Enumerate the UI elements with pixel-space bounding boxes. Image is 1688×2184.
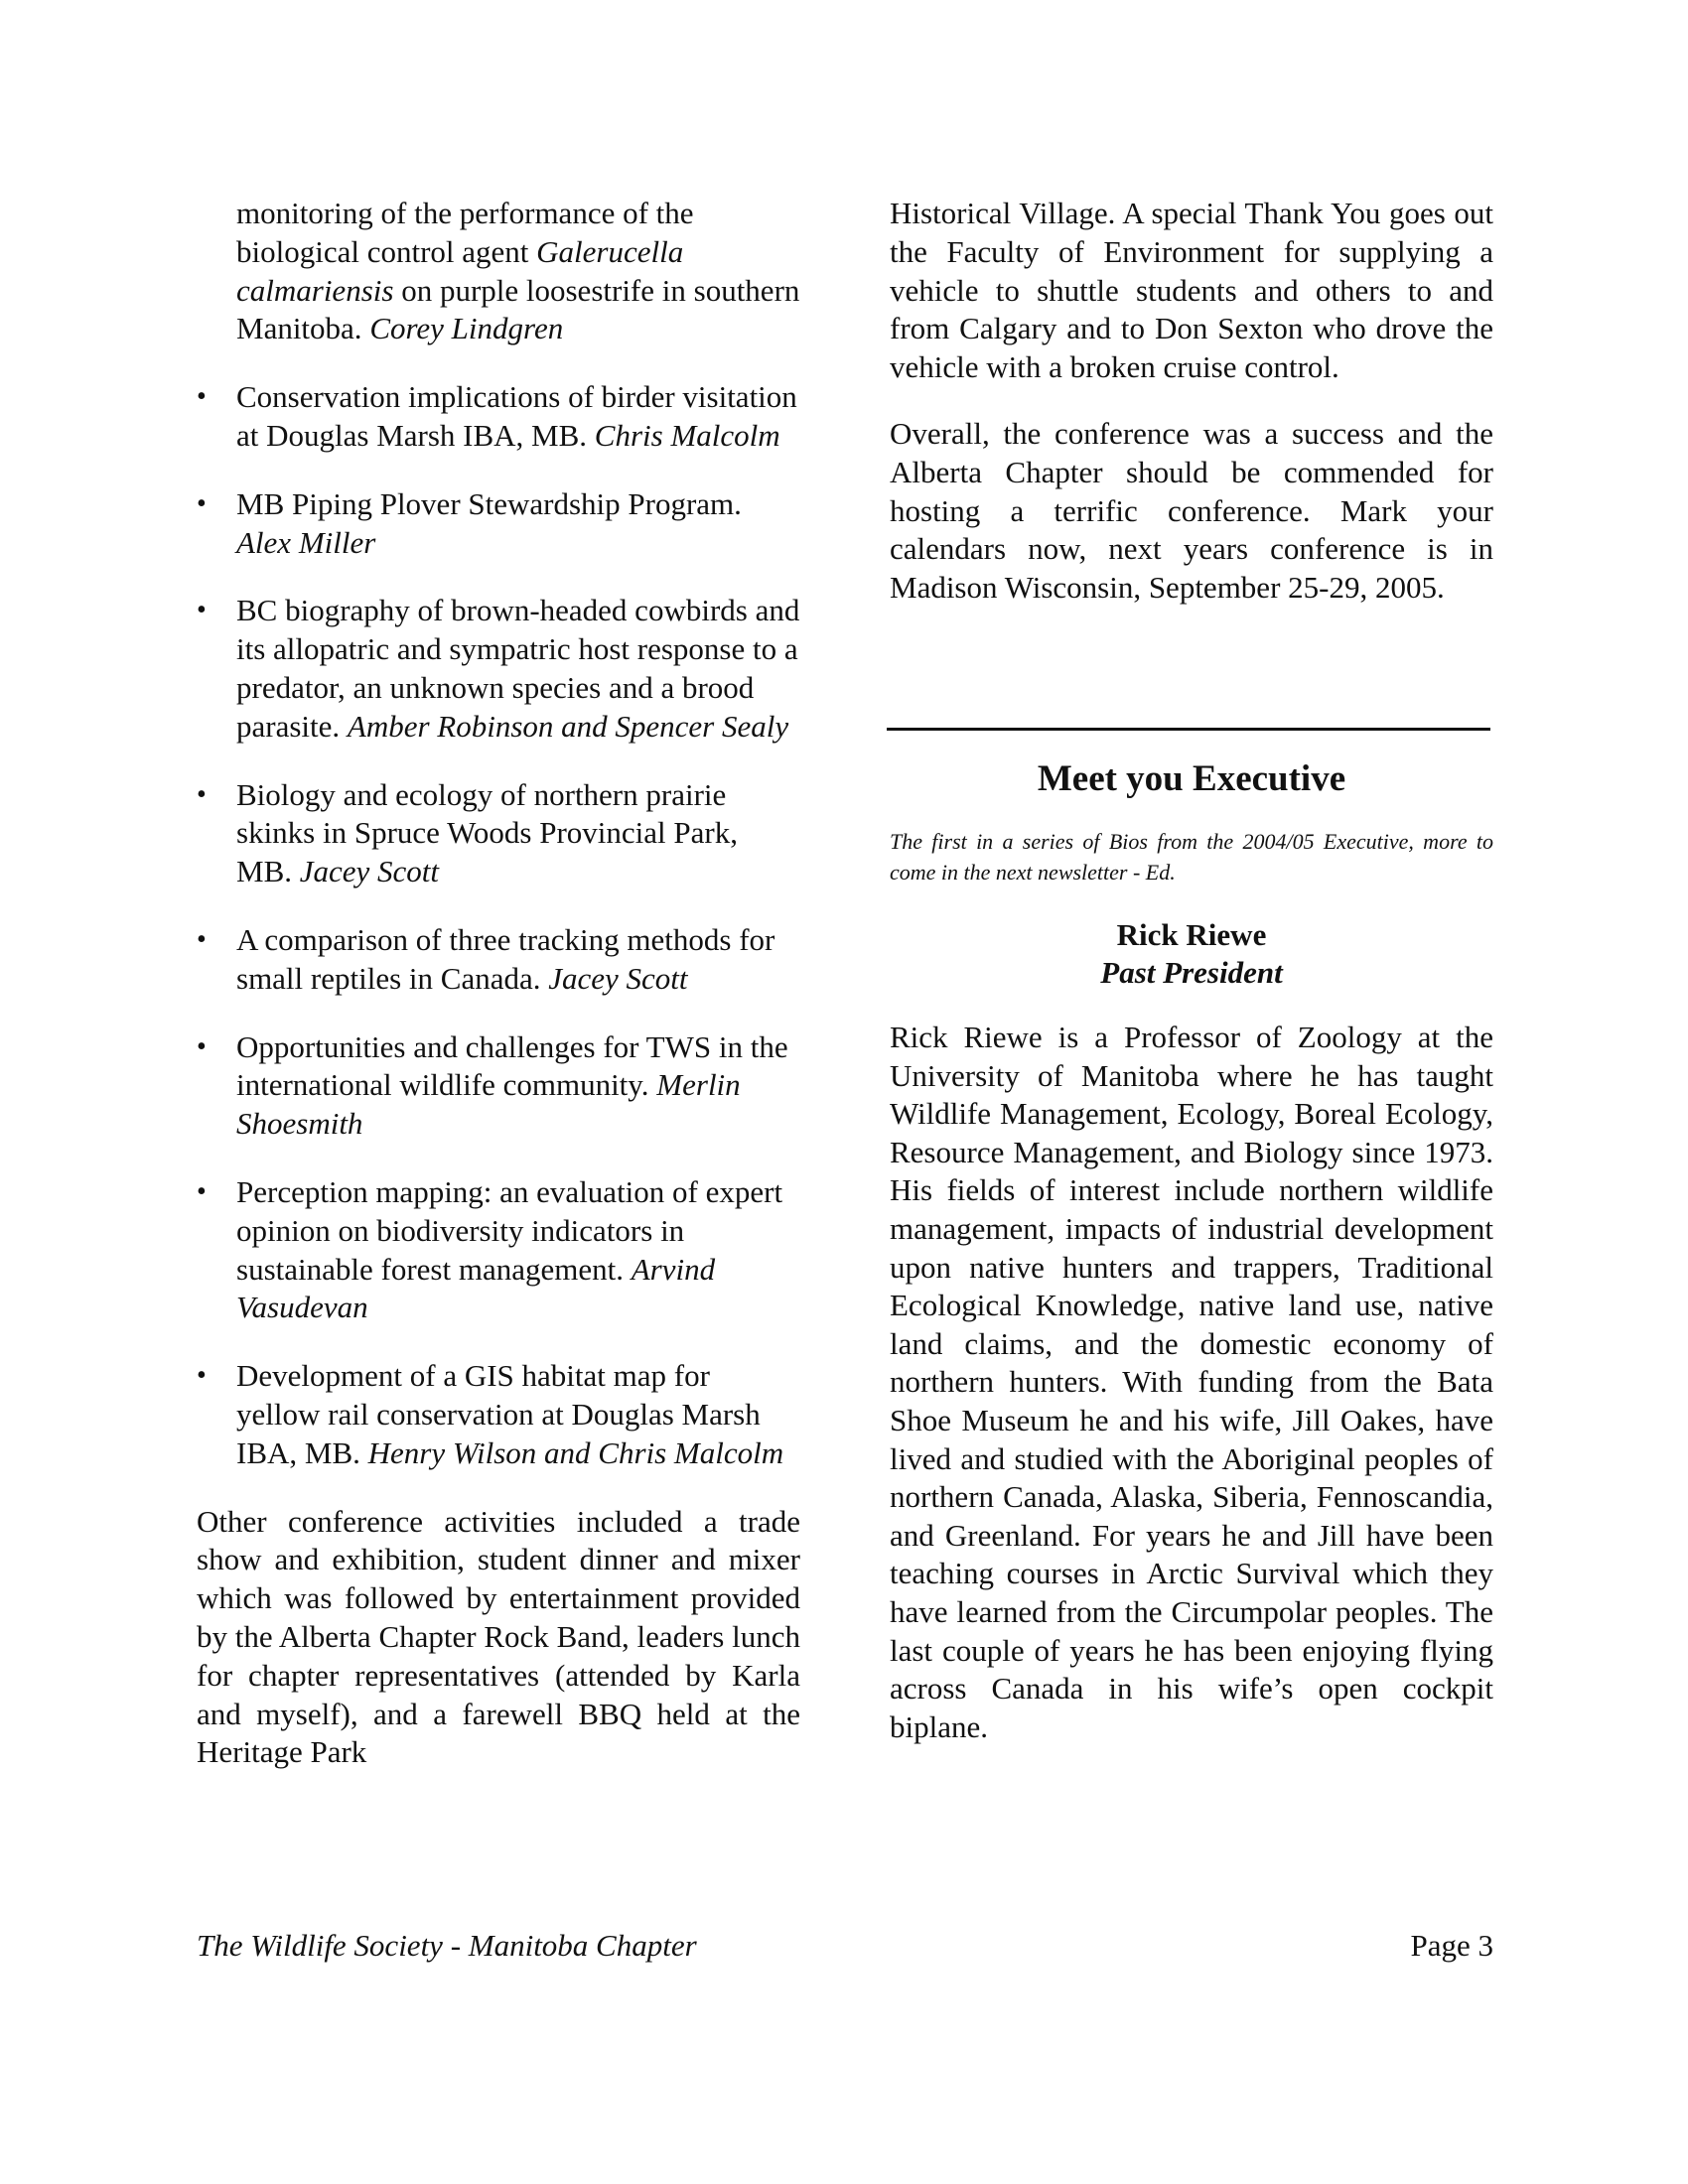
conference-summary-paragraph: Overall, the conference was a success and the Alberta Chapter should be commended for hosting a terrific conference. Mark your calendars now, next years conference is in Madison Wisconsin, September 25-29, 2005. bbox=[890, 415, 1493, 606]
executive-role: Past President bbox=[1100, 955, 1283, 990]
item-title: Perception mapping: an evaluation of expert opinion on biodiversity indicators in sustainable forest management. bbox=[236, 1173, 783, 1287]
presentation-list bbox=[197, 378, 800, 1472]
list-item bbox=[197, 378, 800, 456]
item-author: Amber Robinson and Spencer Sealy bbox=[347, 708, 789, 744]
species-name: Galerucella calmariensis bbox=[236, 233, 684, 308]
item-title: MB Piping Plover Stewardship Program. bbox=[236, 485, 742, 521]
bullet-icon: • bbox=[197, 381, 207, 413]
continued-item-text-end: on purple loosestrife in southern Manitoba. bbox=[236, 272, 800, 346]
item-author: Arvind Vasudevan bbox=[236, 1251, 716, 1325]
executive-name: Rick Riewe bbox=[1116, 917, 1267, 952]
list-item bbox=[197, 921, 800, 999]
item-title: Opportunities and challenges for TWS in the international wildlife community. bbox=[236, 1028, 788, 1103]
item-title: Conservation implications of birder visitation at Douglas Marsh IBA, MB. bbox=[236, 379, 797, 453]
bullet-icon: • bbox=[197, 778, 207, 810]
left-column bbox=[197, 195, 800, 1772]
item-author: Jacey Scott bbox=[299, 854, 440, 889]
item-title: Biology and ecology of northern prairie skinks in Spruce Woods Provincial Park, MB. bbox=[236, 776, 738, 889]
item-title: BC biography of brown-headed cowbirds and its allopatric and sympatric host response to a predator, an unknown species and a brood parasite. bbox=[236, 593, 800, 744]
right-column bbox=[890, 195, 1493, 608]
bullet-icon: • bbox=[197, 1360, 207, 1392]
executive-bio: Rick Riewe is a Professor of Zoology at the University of Manitoba where he has taught Wildlife Management, Ecology, Boreal Ecology, Resource Management, and Biology since 1973. His fields of interest include northern wildlife management, impacts of industrial development upon native hunters and trappers, Traditional Ecological Knowledge, native land use, native land claims, and the domestic economy of northern hunters. With funding from the Bata Shoe Museum he and his wife, Jill Oakes, have lived and studied with the Aboriginal peoples of northern Canada, Alaska, Siberia, Fennoscandia, and Greenland. For years he and Jill have been teaching courses in Arctic Survival which they have learned from the Circumpolar peoples. The last couple of years he has been enjoying flying across Canada in his wife’s open cockpit biplane. bbox=[890, 1020, 1493, 1744]
list-item bbox=[197, 776, 800, 891]
item-author: Corey Lindgren bbox=[369, 311, 564, 346]
editor-note: The first in a series of Bios from the 2004/05 Executive, more to come in the next newsletter - Ed. bbox=[890, 829, 1493, 885]
thank-you-paragraph: Historical Village. A special Thank You goes out the Faculty of Environment for supplying a vehicle to shuttle students and others to and from Calgary and to Don Sexton who drove the vehicle with a broken cruise control. bbox=[890, 196, 1493, 385]
bullet-icon: • bbox=[197, 1175, 207, 1207]
bullet-icon: • bbox=[197, 923, 207, 955]
continued-abstract-item bbox=[236, 195, 800, 348]
item-author: Merlin Shoesmith bbox=[236, 1067, 741, 1142]
list-item bbox=[197, 1357, 800, 1472]
list-item bbox=[197, 485, 800, 563]
item-author: Jacey Scott bbox=[548, 960, 688, 996]
conference-activities-paragraph: Other conference activities included a trade show and exhibition, student dinner and mixer which was followed by entertainment provided by the Alberta Chapter Rock Band, leaders lunch for chapter representatives (attended by Karla and myself), and a farewell BBQ held at the Heritage Park bbox=[197, 1503, 800, 1770]
continued-item-text: monitoring of the performance of the biological control agent bbox=[236, 196, 694, 269]
list-item bbox=[197, 1028, 800, 1144]
list-item bbox=[197, 592, 800, 746]
footer-publication: The Wildlife Society - Manitoba Chapter bbox=[197, 1928, 697, 1963]
bullet-icon: • bbox=[197, 1030, 207, 1062]
item-author: Chris Malcolm bbox=[594, 417, 780, 453]
item-author: Henry Wilson and Chris Malcolm bbox=[367, 1434, 784, 1470]
list-item bbox=[197, 1173, 800, 1327]
item-title: Development of a GIS habitat map for yellow rail conservation at Douglas Marsh IBA, MB. bbox=[236, 1358, 761, 1470]
item-title: A comparison of three tracking methods for small reptiles in Canada. bbox=[236, 921, 775, 996]
bullet-icon: • bbox=[197, 487, 207, 519]
section-divider bbox=[887, 728, 1490, 731]
bullet-icon: • bbox=[197, 595, 207, 626]
item-author: Alex Miller bbox=[236, 524, 376, 560]
section-title: Meet you Executive bbox=[1037, 758, 1346, 799]
page-number: Page 3 bbox=[1410, 1928, 1493, 1963]
